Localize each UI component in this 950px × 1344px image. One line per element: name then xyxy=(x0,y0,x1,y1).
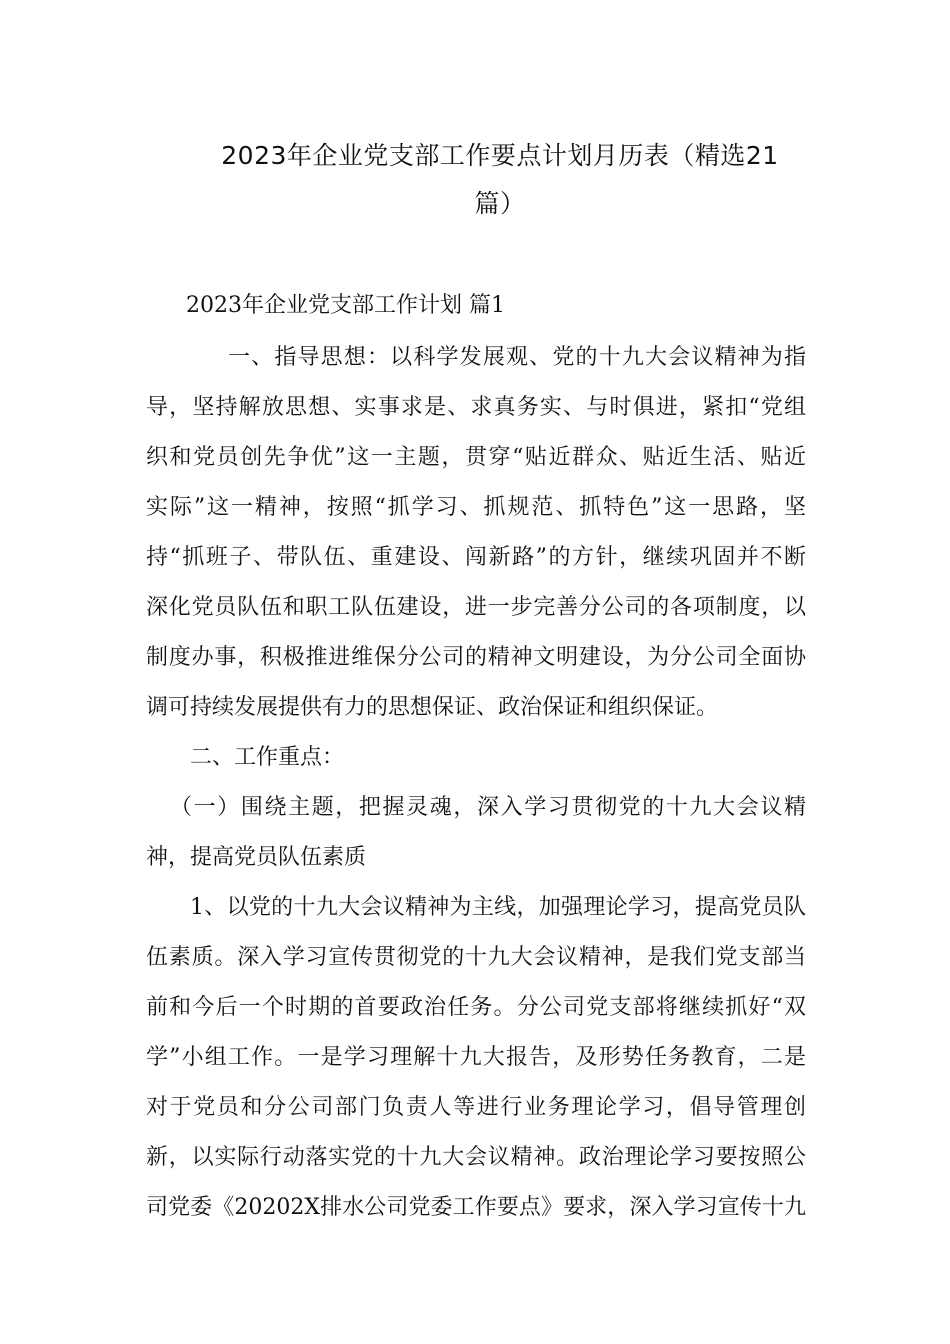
paragraph-line: 持“抓班子、带队伍、重建设、闯新路”的方针，继续巩固并不断 xyxy=(146,545,806,570)
paragraph-line: 司党委《20202X排水公司党委工作要点》要求，深入学习宣传十九 xyxy=(146,1195,806,1220)
paragraph-line: 学”小组工作。一是学习理解十九大报告，及形势任务教育，二是 xyxy=(146,1045,806,1070)
paragraph-line: 一、指导思想：以科学发展观、党的十九大会议精神为指 xyxy=(228,345,806,370)
paragraph-line: （一）围绕主题，把握灵魂，深入学习贯彻党的十九大会议精 xyxy=(170,795,806,820)
paragraph-line: 实际”这一精神，按照“抓学习、抓规范、抓特色”这一思路，坚 xyxy=(146,495,806,520)
paragraph-line: 1、以党的十九大会议精神为主线，加强理论学习，提高党员队 xyxy=(190,895,806,920)
paragraph-line: 调可持续发展提供有力的思想保证、政治保证和组织保证。 xyxy=(146,695,719,720)
document-title-line-2: 篇） xyxy=(474,189,526,218)
document-title-line-1: 2023年企业党支部工作要点计划月历表（精选21 xyxy=(221,141,779,170)
paragraph-line: 新，以实际行动落实党的十九大会议精神。政治理论学习要按照公 xyxy=(146,1145,806,1170)
paragraph-line: 神，提高党员队伍素质 xyxy=(146,845,367,870)
paragraph-line: 织和党员创先争优”这一主题，贯穿“贴近群众、贴近生活、贴近 xyxy=(146,445,806,470)
paragraph-line: 伍素质。深入学习宣传贯彻党的十九大会议精神，是我们党支部当 xyxy=(146,945,806,970)
paragraph-line: 导，坚持解放思想、实事求是、求真务实、与时俱进，紧扣“党组 xyxy=(146,395,806,420)
paragraph-line: 深化党员队伍和职工队伍建设，进一步完善分公司的各项制度，以 xyxy=(146,595,806,620)
section-heading: 2023年企业党支部工作计划 篇1 xyxy=(186,293,505,318)
paragraph-line: 制度办事，积极推进维保分公司的精神文明建设，为分公司全面协 xyxy=(146,645,806,670)
paragraph-line: 对于党员和分公司部门负责人等进行业务理论学习，倡导管理创 xyxy=(146,1095,806,1120)
paragraph-line: 前和今后一个时期的首要政治任务。分公司党支部将继续抓好“双 xyxy=(146,995,806,1020)
section-heading-work-focus: 二、工作重点： xyxy=(190,745,345,770)
